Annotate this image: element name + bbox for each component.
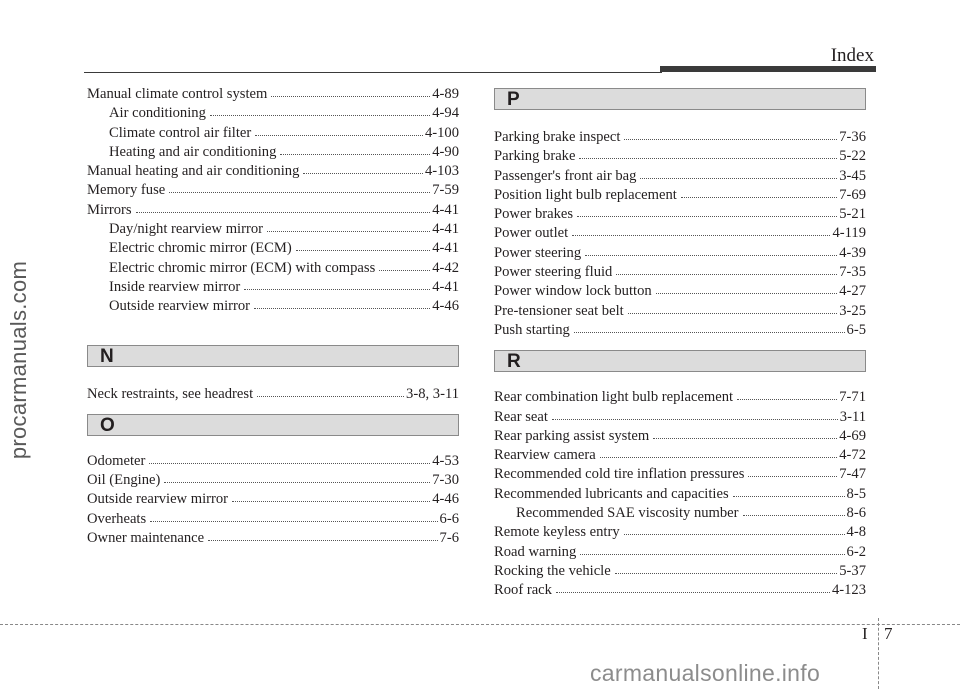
- index-entry: [494, 388, 866, 407]
- dot-leader: [640, 168, 837, 179]
- index-entry-term: Parking brake inspect: [494, 129, 621, 145]
- dot-leader: [208, 530, 437, 541]
- dot-leader: [615, 563, 838, 574]
- dot-leader: [296, 240, 430, 251]
- index-entry: [87, 124, 459, 143]
- index-entry: [87, 385, 459, 404]
- page-header-title: Index: [830, 45, 874, 66]
- index-entry: [494, 186, 866, 205]
- index-entry-term: Owner maintenance: [87, 530, 205, 547]
- index-entry-page: 4-72: [839, 447, 866, 464]
- index-entry: [494, 224, 866, 243]
- index-entry-term: Odometer: [87, 452, 146, 469]
- dot-leader: [254, 298, 430, 309]
- index-entry: [494, 581, 866, 600]
- index-entry-term: Parking brake: [494, 148, 576, 165]
- dot-leader: [257, 386, 404, 397]
- section-letter-r: R: [507, 351, 521, 373]
- index-entry: [494, 446, 866, 465]
- header-rule-thin: [84, 72, 662, 73]
- dot-leader: [653, 428, 837, 439]
- dot-leader: [600, 447, 838, 458]
- index-entry-page: 4-119: [832, 225, 866, 242]
- index-entry-term: Rear seat: [494, 408, 548, 425]
- index-entry-page: 3-45: [839, 167, 866, 184]
- index-entry-page: 3-8, 3-11: [406, 385, 459, 402]
- dot-leader: [149, 453, 430, 464]
- footer-dashed-divider: [878, 618, 879, 689]
- index-entry: [87, 201, 459, 220]
- index-entry-page: 5-21: [839, 206, 866, 223]
- index-entry-term: Rear combination light bulb replacement: [494, 389, 734, 406]
- index-entry-page: 5-37: [839, 562, 866, 579]
- section-letter-o: O: [100, 414, 115, 436]
- index-entry-page: 4-41: [432, 201, 459, 218]
- index-entry: [494, 504, 866, 523]
- dot-leader: [585, 245, 837, 256]
- index-entry: [87, 529, 459, 548]
- dot-leader: [379, 260, 430, 271]
- entry-list-n: [87, 385, 459, 404]
- index-entry-term: Road warning: [494, 543, 577, 560]
- index-entry-page: 4-27: [839, 283, 866, 300]
- index-entry: [87, 259, 459, 278]
- dot-leader: [624, 129, 837, 140]
- side-watermark: [3, 240, 35, 480]
- index-entry-term: Power steering: [494, 244, 582, 261]
- index-entry: [494, 244, 866, 263]
- entry-list-m: [87, 85, 459, 317]
- footer-section-letter: I: [862, 624, 868, 643]
- dot-leader: [164, 472, 430, 483]
- footer-dashed-rule: [0, 624, 960, 625]
- dot-leader: [572, 225, 830, 236]
- index-entry-page: 8-6: [846, 505, 866, 522]
- index-entry: [87, 239, 459, 258]
- index-entry: [87, 181, 459, 200]
- index-entry: [87, 85, 459, 104]
- index-entry-page: 4-46: [432, 298, 459, 315]
- index-entry: [494, 543, 866, 562]
- index-entry: [494, 263, 866, 282]
- index-entry-term: Outside rearview mirror: [109, 298, 251, 315]
- index-entry-term: Power steering fluid: [494, 264, 613, 281]
- index-entry-page: 4-69: [839, 427, 866, 444]
- index-entry: [494, 465, 866, 484]
- dot-leader: [244, 279, 430, 290]
- section-header-p: [494, 88, 866, 110]
- dot-leader: [579, 148, 837, 159]
- dot-leader: [748, 466, 837, 477]
- dot-leader: [743, 505, 845, 516]
- index-entry: [494, 282, 866, 301]
- index-entry-page: 7-36: [839, 129, 866, 145]
- index-entry-term: Recommended SAE viscosity number: [516, 505, 739, 522]
- dot-leader: [169, 182, 430, 193]
- index-entry-page: 4-41: [432, 221, 459, 238]
- index-entry-term: Electric chromic mirror (ECM) with compass: [109, 259, 376, 276]
- index-entry-page: 3-11: [839, 408, 866, 425]
- dot-leader: [210, 105, 430, 116]
- section-letter-n: N: [100, 345, 114, 367]
- dot-leader: [150, 511, 437, 522]
- dot-leader: [136, 202, 431, 213]
- index-entry-term: Recommended lubricants and capacities: [494, 485, 729, 502]
- index-entry-page: 4-103: [424, 163, 459, 180]
- index-entry-term: Position light bulb replacement: [494, 186, 677, 203]
- index-entry-page: 4-46: [432, 491, 459, 508]
- index-entry-term: Pre-tensioner seat belt: [494, 302, 624, 319]
- index-entry-term: Remote keyless entry: [494, 524, 620, 541]
- index-entry-term: Recommended cold tire inflation pressures: [494, 466, 745, 483]
- index-entry-page: 7-71: [839, 389, 866, 406]
- dot-leader: [733, 486, 845, 497]
- index-entry-term: Rear parking assist system: [494, 427, 650, 444]
- index-entry-term: Neck restraints, see headrest: [87, 385, 254, 402]
- section-letter-p: P: [507, 89, 520, 110]
- dot-leader: [552, 409, 838, 420]
- index-entry: [494, 523, 866, 542]
- bottom-watermark: carmanualsonline.info: [590, 660, 821, 686]
- index-entry-term: Overheats: [87, 510, 147, 527]
- index-entry-term: Oil (Engine): [87, 472, 161, 489]
- index-entry-page: 6-6: [439, 510, 459, 527]
- index-entry-term: Power outlet: [494, 225, 569, 242]
- index-entry-term: Mirrors: [87, 201, 132, 218]
- index-entry: [87, 452, 459, 471]
- index-entry: [494, 167, 866, 186]
- index-entry-page: 4-94: [432, 105, 459, 122]
- index-entry-page: 4-41: [432, 278, 459, 295]
- index-entry: [87, 471, 459, 490]
- index-entry-page: 7-69: [839, 186, 866, 203]
- dot-leader: [303, 163, 423, 174]
- index-entry-term: Manual heating and air conditioning: [87, 163, 300, 180]
- index-entry-term: Roof rack: [494, 582, 552, 599]
- dot-leader: [628, 303, 838, 314]
- dot-leader: [624, 524, 845, 535]
- index-entry-page: 7-47: [839, 466, 866, 483]
- index-entry-term: Inside rearview mirror: [109, 278, 241, 295]
- index-entry: [494, 485, 866, 504]
- index-entry-term: Memory fuse: [87, 182, 166, 199]
- index-entry: [494, 147, 866, 166]
- side-watermark-text: procarmanuals.com: [6, 260, 31, 460]
- index-entry: [87, 490, 459, 509]
- dot-leader: [232, 491, 430, 502]
- entry-list-p: [494, 128, 866, 340]
- index-entry-page: 4-89: [432, 86, 459, 102]
- entry-list-r: [494, 388, 866, 600]
- index-entry-page: 4-41: [432, 240, 459, 257]
- index-entry-page: 4-53: [432, 452, 459, 469]
- index-entry-term: Power brakes: [494, 206, 574, 223]
- index-column-right: [494, 89, 866, 601]
- dot-leader: [681, 187, 837, 198]
- index-entry: [494, 302, 866, 321]
- header-rule-thick: [660, 66, 876, 72]
- index-entry-page: 6-5: [846, 321, 866, 338]
- index-entry-page: 7-35: [839, 264, 866, 281]
- index-entry: [87, 143, 459, 162]
- section-header-r: [494, 350, 866, 372]
- index-entry-term: Power window lock button: [494, 283, 652, 300]
- dot-leader: [656, 283, 838, 294]
- dot-leader: [580, 544, 844, 555]
- index-entry-term: Passenger's front air bag: [494, 167, 637, 184]
- index-entry-term: Rocking the vehicle: [494, 562, 611, 579]
- index-entry-page: 4-100: [424, 124, 459, 141]
- footer-page-number: 7: [884, 624, 893, 643]
- index-entry-page: 4-8: [846, 524, 866, 541]
- index-entry-term: Electric chromic mirror (ECM): [109, 240, 292, 257]
- index-entry-page: 3-25: [839, 302, 866, 319]
- index-entry: [494, 408, 866, 427]
- index-entry-page: 6-2: [846, 543, 866, 560]
- entry-list-o: [87, 452, 459, 548]
- dot-leader: [271, 86, 430, 97]
- index-entry-term: Day/night rearview mirror: [109, 221, 263, 238]
- section-header-o: [87, 414, 459, 436]
- index-entry: [87, 104, 459, 123]
- index-entry-term: Air conditioning: [109, 105, 206, 122]
- index-entry-page: 4-90: [432, 143, 459, 160]
- index-entry-term: Heating and air conditioning: [109, 143, 277, 160]
- index-entry-page: 7-59: [432, 182, 459, 199]
- index-entry: [494, 205, 866, 224]
- index-entry: [87, 220, 459, 239]
- dot-leader: [255, 125, 423, 136]
- index-entry-term: Rearview camera: [494, 447, 596, 464]
- section-header-n: [87, 345, 459, 367]
- dot-leader: [577, 206, 837, 217]
- index-entry: [87, 278, 459, 297]
- index-column-left: [87, 85, 459, 548]
- index-entry-term: Climate control air filter: [109, 124, 252, 141]
- index-entry-page: 7-6: [439, 530, 459, 547]
- index-entry: [87, 297, 459, 316]
- dot-leader: [280, 144, 430, 155]
- index-entry: [87, 510, 459, 529]
- index-entry-term: Push starting: [494, 321, 570, 338]
- index-entry-term: Outside rearview mirror: [87, 491, 229, 508]
- index-entry-page: 4-42: [432, 259, 459, 276]
- index-entry-page: 5-22: [839, 148, 866, 165]
- index-entry: [494, 427, 866, 446]
- index-entry: [494, 128, 866, 147]
- dot-leader: [267, 221, 430, 232]
- index-entry-page: 7-30: [432, 472, 459, 489]
- dot-leader: [574, 322, 845, 333]
- dot-leader: [737, 389, 837, 400]
- index-entry-page: 4-39: [839, 244, 866, 261]
- dot-leader: [556, 582, 830, 593]
- index-entry-page: 4-123: [831, 582, 866, 599]
- index-entry-term: Manual climate control system: [87, 86, 268, 102]
- dot-leader: [616, 264, 837, 275]
- index-entry: [494, 321, 866, 340]
- index-entry: [494, 562, 866, 581]
- index-entry: [87, 162, 459, 181]
- index-entry-page: 8-5: [846, 485, 866, 502]
